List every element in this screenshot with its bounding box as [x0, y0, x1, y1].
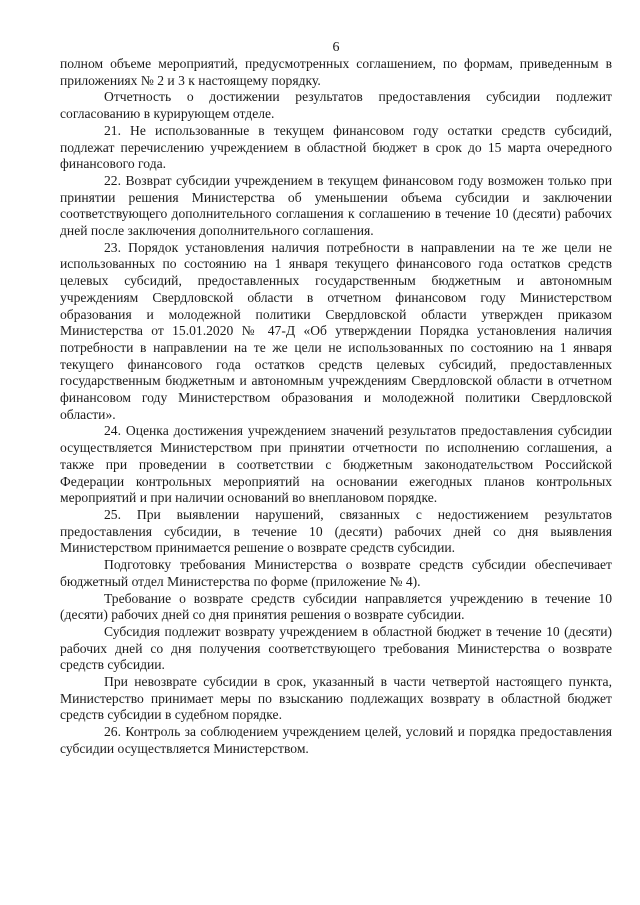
- document-body: [60, 56, 612, 758]
- paragraph-25-demand-preparation: Подготовку требования Министерства о возврате средств субсидии обеспечивает бюджетный отдел Министерства по форме (приложение № 4).: [60, 557, 612, 589]
- paragraph-21: 21. Не использованные в текущем финансовом году остатки средств субсидий, подлежат перечислению учреждением в областной бюджет в срок до 15 марта очередного финансового года.: [60, 122, 612, 172]
- paragraph-25-refund: Субсидия подлежит возврату учреждением в областной бюджет в течение 10 (десяти) рабочих дней со дня получения соответствующего требования Министерства о возврате средств субсидии.: [60, 623, 612, 673]
- paragraph-reporting-approval: Отчетность о достижении результатов предоставления субсидии подлежит согласованию в курирующем отделе.: [60, 89, 612, 122]
- paragraph-24: 24. Оценка достижения учреждением значений результатов предоставления субсидии осуществляется Министерством при принятии отчетности по исполнению соглашения, а также при проведении в соответствии с бюджетным законодательством Российской Федерации контрольных мероприятий на основании ежегодных планов контрольных мероприятий и при наличии оснований во внеплановом порядке.: [60, 423, 612, 506]
- paragraph-continuation: полном объеме мероприятий, предусмотренных соглашением, по формам, приведенным в приложениях № 2 и 3 к настоящему порядку.: [60, 56, 612, 88]
- paragraph-23: 23. Порядок установления наличия потребности в направлении на те же цели не использованных по состоянию на 1 января текущего финансового года остатков средств целевых субсидий, предоставленных государственным бюджетным и автономным учреждениям Свердловской области в отчетном финансовом году Министерством образования и молодежной политики Свердловской области утвержден приказом Министерства от 15.01.2020 № 47-Д «Об утверждении Порядка установления наличия потребности в направлении на те же цели не использованных по состоянию на 1 января текущего финансового года остатков средств целевых субсидий, предоставленных государственным бюджетным и автономным учреждениям Свердловской области в отчетном финансовом году Министерством образования и молодежной политики Свердловской области».: [60, 239, 612, 422]
- paragraph-25: 25. При выявлении нарушений, связанных с недостижением результатов предоставления субсидии, в течение 10 (десяти) рабочих дней со дня выявления Министерством принимается решение о возврате средств субсидии.: [60, 506, 612, 556]
- paragraph-25-non-refund: При невозврате субсидии в срок, указанный в части четвертой настоящего пункта, Министерство принимает меры по взысканию подлежащих возврату в областной бюджет средств субсидии в судебном порядке.: [60, 674, 612, 723]
- page-number: 6: [332, 40, 340, 55]
- paragraph-26: 26. Контроль за соблюдением учреждением целей, условий и порядка предоставления субсидии осуществляется Министерством.: [60, 724, 612, 756]
- paragraph-25-demand-sending: Требование о возврате средств субсидии направляется учреждению в течение 10 (десяти) рабочих дней со дня принятия решения о возврате субсидии.: [60, 590, 612, 623]
- paragraph-22: 22. Возврат субсидии учреждением в текущем финансовом году возможен только при принятии решения Министерства об уменьшении объема субсидии и заключении соответствующего дополнительного соглашения к соглашению в течение 10 (десяти) рабочих дней после заключения дополнительного соглашения.: [60, 172, 612, 239]
